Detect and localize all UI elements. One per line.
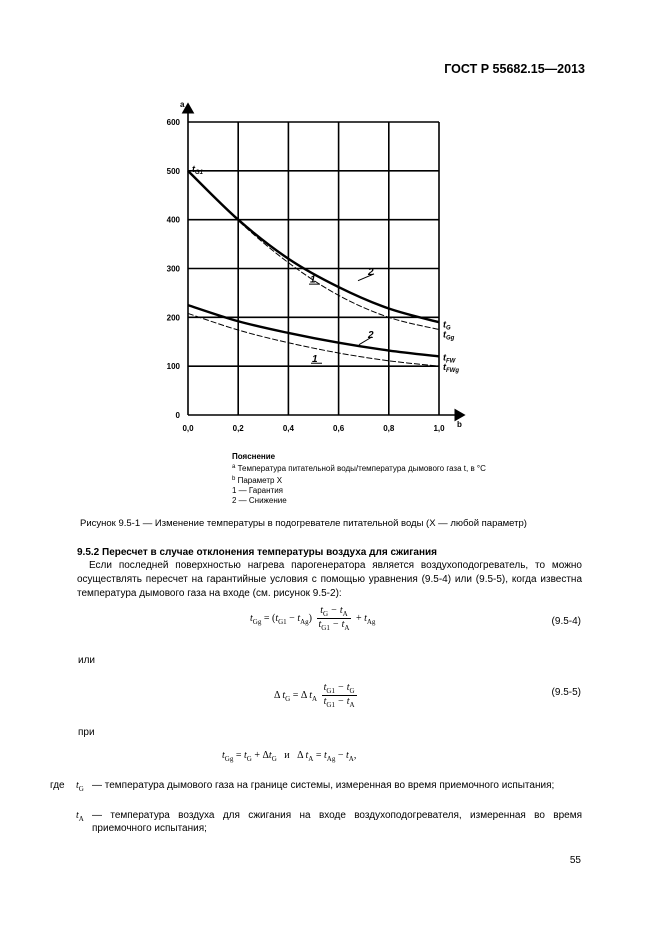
legend-item-2: 2 — Снижение — [232, 496, 287, 505]
annotation-lower-2: 2 — [368, 329, 374, 341]
chart-grid — [188, 122, 439, 415]
y-tick-label: 300 — [166, 264, 180, 274]
y-axis-letter: a — [180, 100, 185, 109]
x-tick-label: 0,4 — [282, 424, 294, 433]
where-word: где — [50, 780, 65, 791]
or-word: или — [78, 655, 96, 666]
section-paragraph: Если последней поверхностью нагрева парогенератора является воздухоподогреватель, то можно осуществлять пересчет на гарантийные условия с помощью уравнения (9.5-4) или (9.5-5), когда известна температура дымового газа на входе (см. рисунок 9.5-2): — [77, 560, 582, 599]
equation-9-5-4: $t_{Gg} = (t_{G1} - t_{Ag})$ $\frac{t_G - t_A}{t_{G1} - t_A}$ + $t_{Ag}$ — [250, 605, 376, 632]
series-t-gg — [188, 171, 439, 330]
chart-axes — [188, 104, 464, 415]
y-tick-label: 600 — [166, 118, 180, 127]
x-tick-label: 0,0 — [182, 424, 194, 433]
figure-caption: Рисунок 9.5-1 — Изменение температуры в подогревателе питательной воды (X — любой параметр) — [80, 518, 527, 529]
chart-labels — [180, 100, 462, 429]
curve-label-tg: $t_G$ — [443, 319, 451, 332]
def-tG: — температура дымового газа на границе системы, измеренная во время приемочного испытания; — [92, 780, 555, 791]
def-symbol-tA: $t_A$ — [76, 810, 84, 823]
series-t-g — [188, 171, 439, 322]
def-tA: — температура воздуха для сжигания на входе воздухоподогревателя, измеренная во время приемочного испытания; — [92, 810, 582, 834]
x-tick-label: 1,0 — [433, 424, 445, 433]
legend-a-mark: a — [232, 464, 236, 470]
x-tick-label: 0,8 — [383, 424, 395, 433]
curve-label-tgg: $t_{Gg}$ — [443, 329, 455, 342]
x-tick-label: 0,2 — [232, 424, 244, 433]
curve-label-tfw: $t_{FW}$ — [443, 352, 456, 365]
y-tick-label: 100 — [166, 362, 180, 372]
legend-title: Пояснение — [232, 452, 276, 461]
x-tick-label: 0,6 — [333, 424, 345, 433]
page-number: 55 — [569, 855, 581, 866]
equation-relations: $t_{Gg} = t_G + \Delta t_G$ и Δ $t_A = t_{Ag} - t_A$, — [222, 750, 357, 763]
curve-label-tfwg: $t_{FWg}$ — [443, 362, 459, 375]
annotation-upper-2: 2 — [368, 266, 374, 278]
legend-b-mark: b — [232, 476, 236, 482]
annotation-lower-1: 1 — [312, 353, 318, 365]
legend-a-text: Температура питательной воды/температура дымового газа t, в °C — [237, 464, 486, 473]
curve-label-tg1: $t_{G1}$ — [192, 163, 204, 176]
section-title: 9.5.2 Пересчет в случае отклонения температуры воздуха для сжигания — [77, 547, 437, 558]
legend-b — [232, 474, 486, 486]
x-axis-letter: b — [457, 420, 462, 429]
y-tick-label: 200 — [166, 313, 180, 323]
legend-a — [232, 462, 486, 474]
temperature-chart — [160, 96, 480, 436]
equation-9-5-5: Δ $t_G = \Delta$ $t_A$ $\frac{t_{G1} - t_G}{t_{G1} - t_A}$ — [274, 682, 355, 709]
annotation-upper-1: 1 — [310, 274, 316, 286]
legend-b-text: Параметр X — [237, 476, 283, 485]
y-tick-label: 500 — [166, 166, 180, 176]
legend-item-1: 1 — Гарантия — [232, 486, 284, 495]
def-symbol-tG: $t_G$ — [76, 780, 84, 793]
y-tick-label: 0 — [175, 411, 180, 420]
document-header: ГОСТ Р 55682.15—2013 — [444, 62, 585, 76]
and-word: и — [284, 750, 290, 761]
equation-number-5: (9.5-5) — [551, 687, 581, 698]
y-tick-label: 400 — [166, 215, 180, 225]
equation-number-4: (9.5-4) — [551, 616, 581, 627]
figure-legend — [232, 452, 486, 506]
at-word: при — [78, 727, 95, 738]
